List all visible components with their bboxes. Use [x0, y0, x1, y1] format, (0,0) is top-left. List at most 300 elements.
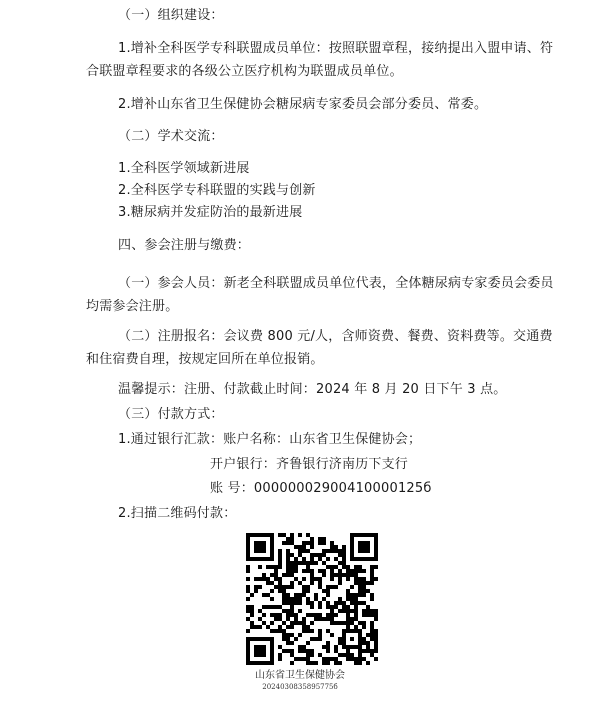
- qr-module: [342, 553, 346, 557]
- qr-module: [270, 605, 274, 609]
- qr-module: [310, 581, 314, 585]
- qr-module: [346, 657, 350, 661]
- qr-module: [310, 621, 314, 625]
- qr-module: [326, 593, 330, 597]
- qr-module: [374, 645, 378, 649]
- qr-module: [270, 581, 274, 585]
- qr-module: [310, 573, 314, 577]
- qr-module: [370, 581, 374, 585]
- qr-module: [310, 653, 314, 657]
- qr-module: [246, 597, 250, 601]
- qr-module: [302, 593, 306, 597]
- qr-module: [334, 565, 338, 569]
- qr-module: [262, 613, 266, 617]
- qr-module: [338, 653, 342, 657]
- qr-module: [294, 561, 298, 565]
- qr-module: [358, 593, 362, 597]
- qr-module: [278, 565, 282, 569]
- qr-module: [290, 601, 294, 605]
- qr-module: [334, 657, 338, 661]
- qr-module: [318, 629, 322, 633]
- qr-module: [330, 585, 334, 589]
- qr-module: [370, 649, 374, 653]
- qr-module: [250, 613, 254, 617]
- qr-module: [250, 593, 254, 597]
- qr-module: [306, 601, 310, 605]
- qr-module: [310, 545, 314, 549]
- qr-module: [326, 649, 330, 653]
- qr-module: [286, 641, 290, 645]
- qr-module: [254, 645, 266, 657]
- qr-module: [286, 561, 290, 565]
- qr-module: [302, 549, 306, 553]
- qr-module: [342, 549, 346, 553]
- qr-module: [366, 609, 370, 613]
- qr-module: [302, 621, 306, 625]
- qr-module: [370, 653, 374, 657]
- qr-module: [322, 617, 326, 621]
- qr-module: [354, 609, 358, 613]
- qr-module: [358, 601, 362, 605]
- qr-module: [290, 605, 294, 609]
- qr-module: [306, 653, 310, 657]
- qr-module: [274, 565, 278, 569]
- qr-module: [298, 549, 302, 553]
- qr-code-icon: [246, 533, 378, 665]
- qr-module: [290, 641, 294, 645]
- qr-module: [306, 561, 310, 565]
- qr-module: [310, 661, 314, 665]
- qr-module: [262, 605, 266, 609]
- qr-module: [278, 613, 282, 617]
- qr-module: [310, 605, 314, 609]
- qr-module: [318, 569, 322, 573]
- qr-module: [306, 533, 310, 537]
- academic-item-3: 3.糖尿病并发症防治的最新进展: [118, 205, 303, 220]
- qr-module: [326, 589, 330, 593]
- qr-module: [362, 593, 366, 597]
- qr-module: [294, 565, 298, 569]
- qr-module: [270, 573, 274, 577]
- qr-module: [342, 601, 346, 605]
- qr-module: [298, 593, 302, 597]
- qr-module: [318, 633, 322, 637]
- qr-module: [246, 609, 250, 613]
- qr-module: [286, 541, 290, 545]
- qr-module: [286, 557, 290, 561]
- attendees-line2: 均需参会注册。: [86, 299, 179, 314]
- qr-module: [374, 657, 378, 661]
- qr-module: [310, 613, 314, 617]
- qr-module: [314, 553, 318, 557]
- qr-module: [250, 605, 254, 609]
- qr-module: [346, 597, 350, 601]
- qr-module: [310, 577, 314, 581]
- qr-module: [274, 613, 278, 617]
- qr-module: [290, 621, 294, 625]
- qr-module: [294, 593, 298, 597]
- qr-module: [262, 593, 266, 597]
- qr-module: [334, 645, 338, 649]
- qr-module: [294, 569, 298, 573]
- qr-module: [298, 609, 302, 613]
- qr-module: [350, 585, 354, 589]
- qr-module: [342, 653, 346, 657]
- qr-module: [318, 577, 322, 581]
- qr-module: [246, 629, 250, 633]
- qr-module: [286, 601, 290, 605]
- qr-module: [346, 653, 350, 657]
- qr-module: [306, 625, 310, 629]
- qr-module: [330, 633, 334, 637]
- qr-module: [366, 633, 370, 637]
- qr-module: [338, 641, 342, 645]
- payment-heading: （三）付款方式：: [118, 407, 224, 422]
- qr-module: [294, 637, 298, 641]
- qr-module: [266, 605, 270, 609]
- qr-module: [338, 549, 342, 553]
- qr-module: [286, 537, 290, 541]
- qr-module: [302, 561, 306, 565]
- qr-module: [290, 565, 294, 569]
- qr-caption-name: 山东省卫生保健协会: [255, 670, 345, 681]
- qr-module: [358, 657, 362, 661]
- qr-module: [302, 649, 306, 653]
- qr-module: [246, 569, 250, 573]
- qr-module: [262, 573, 266, 577]
- qr-module: [318, 613, 322, 617]
- qr-module: [362, 625, 366, 629]
- qr-module: [286, 597, 290, 601]
- qr-module: [326, 661, 330, 665]
- qr-module: [282, 649, 286, 653]
- qr-module: [322, 561, 326, 565]
- qr-module: [286, 609, 290, 613]
- qr-module: [250, 609, 254, 613]
- qr-module: [366, 581, 370, 585]
- qr-module: [358, 589, 362, 593]
- qr-module: [266, 625, 270, 629]
- qr-module: [374, 637, 378, 641]
- qr-module: [278, 653, 282, 657]
- qr-module: [314, 597, 318, 601]
- qr-module: [310, 537, 314, 541]
- qr-module: [330, 605, 334, 609]
- qr-module: [362, 581, 366, 585]
- qr-module: [306, 565, 310, 569]
- qr-module: [282, 633, 286, 637]
- qr-module: [334, 661, 338, 665]
- qr-module: [350, 609, 354, 613]
- qr-module: [370, 597, 374, 601]
- qr-module: [282, 593, 286, 597]
- qr-module: [362, 609, 366, 613]
- qr-module: [270, 589, 274, 593]
- qr-module: [306, 657, 310, 661]
- registration-heading: 四、参会注册与缴费：: [118, 238, 251, 253]
- qr-module: [290, 573, 294, 577]
- qr-module: [354, 625, 358, 629]
- qr-module: [298, 621, 302, 625]
- qr-module: [358, 541, 370, 553]
- qr-module: [318, 585, 322, 589]
- qr-module: [346, 565, 350, 569]
- qr-module: [254, 589, 258, 593]
- qr-module: [350, 597, 354, 601]
- qr-module: [290, 661, 294, 665]
- qr-module: [270, 597, 274, 601]
- qr-module: [374, 613, 378, 617]
- qr-module: [338, 637, 342, 641]
- qr-module: [318, 653, 322, 657]
- org-item2: 2.增补山东省卫生保健协会糖尿病专家委员会部分委员、常委。: [118, 97, 488, 112]
- qr-module: [274, 585, 278, 589]
- qr-module: [322, 661, 326, 665]
- qr-module: [290, 653, 294, 657]
- org-heading: （一）组织建设：: [118, 8, 224, 23]
- qr-module: [282, 541, 286, 545]
- qr-module: [346, 613, 350, 617]
- qr-module: [366, 649, 370, 653]
- qr-module: [354, 569, 358, 573]
- qr-module: [334, 605, 338, 609]
- qr-module: [290, 649, 294, 653]
- qr-module: [326, 601, 330, 605]
- qr-module: [326, 617, 330, 621]
- qr-module: [298, 601, 302, 605]
- qr-module: [286, 593, 290, 597]
- qr-module: [274, 617, 278, 621]
- qr-module: [254, 577, 258, 581]
- qr-module: [278, 581, 282, 585]
- qr-module: [354, 577, 358, 581]
- qr-module: [258, 625, 262, 629]
- qr-module: [346, 649, 350, 653]
- qr-module: [310, 649, 314, 653]
- qr-module: [298, 649, 302, 653]
- qr-module: [290, 537, 294, 541]
- qr-module: [358, 577, 362, 581]
- qr-module: [346, 569, 350, 573]
- qr-module: [282, 609, 286, 613]
- qr-module: [358, 569, 362, 573]
- qr-module: [306, 661, 310, 665]
- qr-module: [266, 565, 270, 569]
- qr-module: [330, 577, 334, 581]
- qr-module: [354, 593, 358, 597]
- qr-module: [294, 557, 298, 561]
- qr-module: [306, 569, 310, 573]
- bank-account-line: 账 号：00000002900410000125б: [210, 481, 432, 496]
- qr-module: [298, 633, 302, 637]
- qr-module: [254, 541, 266, 553]
- qr-module: [314, 577, 318, 581]
- qr-module: [326, 585, 330, 589]
- qr-module: [330, 545, 334, 549]
- qr-module: [290, 541, 294, 545]
- qr-module: [294, 601, 298, 605]
- qr-module: [282, 589, 286, 593]
- qr-module: [342, 609, 346, 613]
- fee-line2: 和住宿费自理，按规定回所在单位报销。: [86, 352, 324, 367]
- qr-module: [278, 549, 282, 553]
- qr-module: [306, 629, 310, 633]
- qr-module: [346, 573, 350, 577]
- qr-module: [334, 621, 338, 625]
- qr-module: [286, 625, 290, 629]
- qr-module: [330, 617, 334, 621]
- qr-module: [274, 569, 278, 573]
- qr-module: [326, 557, 330, 561]
- qr-module: [314, 561, 318, 565]
- qr-module: [290, 561, 294, 565]
- qr-module: [366, 661, 370, 665]
- qr-module: [374, 641, 378, 645]
- qr-module: [298, 645, 302, 649]
- qr-module: [370, 593, 374, 597]
- qr-module: [342, 573, 346, 577]
- qr-module: [322, 537, 326, 541]
- qr-module: [350, 617, 354, 621]
- qr-caption-code: 2024030835895775б: [262, 683, 338, 691]
- qr-module: [362, 657, 366, 661]
- qr-module: [326, 549, 330, 553]
- qr-module: [246, 585, 250, 589]
- qr-module: [338, 581, 342, 585]
- qr-module: [370, 577, 374, 581]
- qr-module: [290, 633, 294, 637]
- qr-module: [370, 569, 374, 573]
- qr-module: [366, 641, 370, 645]
- qr-module: [326, 565, 330, 569]
- qr-module: [338, 553, 342, 557]
- qr-module: [342, 621, 346, 625]
- payment-qr-code[interactable]: [246, 533, 378, 665]
- qr-module: [286, 585, 290, 589]
- qr-module: [306, 641, 310, 645]
- qr-module: [318, 537, 322, 541]
- qr-module: [374, 565, 378, 569]
- qr-module: [346, 617, 350, 621]
- qr-module: [354, 573, 358, 577]
- qr-module: [278, 605, 282, 609]
- qr-module: [318, 541, 322, 545]
- qr-module: [346, 577, 350, 581]
- qr-module: [306, 649, 310, 653]
- qr-module: [330, 569, 334, 573]
- qr-module: [258, 609, 262, 613]
- qr-module: [346, 621, 350, 625]
- qr-module: [306, 613, 310, 617]
- qr-module: [338, 597, 342, 601]
- qr-module: [290, 581, 294, 585]
- qr-module: [266, 581, 270, 585]
- qr-module: [290, 613, 294, 617]
- qr-module: [278, 553, 282, 557]
- qr-module: [358, 649, 362, 653]
- qr-module: [314, 613, 318, 617]
- qr-module: [302, 629, 306, 633]
- qr-module: [330, 573, 334, 577]
- qr-module: [294, 577, 298, 581]
- qr-module: [318, 601, 322, 605]
- qr-module: [282, 629, 286, 633]
- bank-transfer-line: 1.通过银行汇款：账户名称：山东省卫生保健协会；: [118, 432, 422, 447]
- qr-module: [342, 557, 346, 561]
- qr-module: [338, 661, 342, 665]
- qr-module: [258, 577, 262, 581]
- qr-module: [338, 609, 342, 613]
- qr-module: [370, 621, 374, 625]
- fee-line1: （二）注册报名：会议费 800 元/人，含师资费、餐费、资料费等。交通费: [118, 329, 553, 344]
- qr-module: [298, 533, 302, 537]
- qr-module: [298, 545, 302, 549]
- qr-module: [262, 621, 266, 625]
- qr-module: [290, 553, 294, 557]
- qr-module: [362, 589, 366, 593]
- qr-module: [274, 573, 278, 577]
- qr-module: [290, 597, 294, 601]
- qr-module: [358, 661, 362, 665]
- qr-module: [282, 597, 286, 601]
- qr-module: [342, 545, 346, 549]
- qr-module: [278, 561, 282, 565]
- qr-module: [346, 609, 350, 613]
- qr-module: [302, 617, 306, 621]
- qr-module: [246, 589, 250, 593]
- qr-module: [326, 645, 330, 649]
- qr-module: [362, 577, 366, 581]
- qr-module: [286, 569, 290, 573]
- qr-module: [334, 613, 338, 617]
- qr-module: [330, 565, 334, 569]
- qr-module: [362, 569, 366, 573]
- qr-module: [354, 605, 358, 609]
- qr-module: [266, 593, 270, 597]
- qr-module: [322, 541, 326, 545]
- qr-module: [366, 605, 370, 609]
- qr-module: [298, 581, 302, 585]
- qr-module: [258, 585, 262, 589]
- qr-module: [310, 561, 314, 565]
- qr-module: [318, 581, 322, 585]
- qr-module: [322, 573, 326, 577]
- qr-module: [270, 621, 274, 625]
- qr-module: [290, 569, 294, 573]
- qr-module: [358, 585, 362, 589]
- qr-module: [294, 545, 298, 549]
- qr-module: [246, 617, 250, 621]
- qr-module: [282, 601, 286, 605]
- qr-module: [354, 661, 358, 665]
- qr-module: [294, 597, 298, 601]
- qr-module: [354, 581, 358, 585]
- qr-module: [290, 585, 294, 589]
- qr-module: [290, 609, 294, 613]
- qr-module: [310, 569, 314, 573]
- qr-module: [278, 645, 282, 649]
- qr-module: [310, 557, 314, 561]
- qr-module: [314, 593, 318, 597]
- qr-module: [338, 569, 342, 573]
- qr-module: [282, 637, 286, 641]
- qr-module: [278, 629, 282, 633]
- attendees-line1: （一）参会人员：新老全科联盟成员单位代表，全体糖尿病专家委员会委员: [118, 276, 554, 291]
- qr-module: [330, 613, 334, 617]
- qr-module: [310, 601, 314, 605]
- qr-module: [294, 617, 298, 621]
- qr-module: [274, 605, 278, 609]
